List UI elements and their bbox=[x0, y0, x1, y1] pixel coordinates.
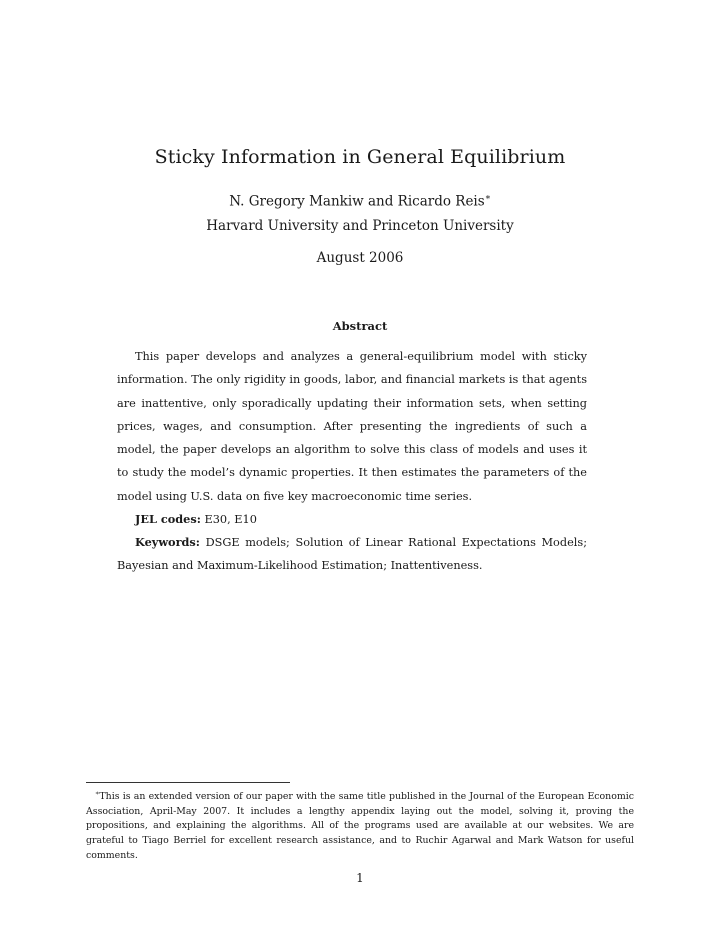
authors bbox=[0, 193, 720, 210]
keywords bbox=[117, 531, 587, 578]
affiliation: Harvard University and Princeton University bbox=[206, 218, 514, 234]
abstract-body: This paper develops and analyzes a general-equilibrium model with sticky information. The only rigidity in goods, labor, and financial markets is that agents are inattentive, only sporadically updating their information sets, when setting prices, wages, and consumption. After presenting the ingredients of such a model, the paper develops an algorithm to solve this class of models and uses it to study the model’s dynamic properties. It then estimates the parameters of the model using U.S. data on five key macroeconomic time series. bbox=[117, 350, 587, 503]
paper-title: Sticky Information in General Equilibrium bbox=[154, 146, 566, 168]
keywords-value: DSGE models; Solution of Linear Rational Expectations Models; Bayesian and Maximum-Likelihood Estimation; Inattentiveness. bbox=[117, 536, 587, 573]
author-footnote-mark: ∗ bbox=[484, 193, 491, 203]
footnote bbox=[86, 786, 634, 863]
footnote-mark: ∗ bbox=[95, 789, 100, 797]
author-names: N. Gregory Mankiw and Ricardo Reis bbox=[229, 193, 485, 210]
jel-codes-value: E30, E10 bbox=[204, 513, 257, 526]
page-number: 1 bbox=[356, 871, 364, 885]
jel-codes bbox=[117, 508, 587, 531]
footnote-text: This is an extended version of our paper with the same title published in the Journal of the European Economic Association, April-May 2007. It includes a lengthy appendix laying out the model, solving it, proving the propositions, and explaining the algorithms. All of the programs used are available at our websites. We are grateful to Tiago Berriel for excellent research assistance, and to Ruchir Agarwal and Mark Watson for useful comments. bbox=[86, 791, 634, 861]
keywords-label: Keywords: bbox=[135, 535, 200, 549]
abstract-heading: Abstract bbox=[332, 319, 388, 333]
footnote-rule bbox=[86, 782, 290, 783]
jel-codes-label: JEL codes: bbox=[135, 512, 201, 526]
publication-date: August 2006 bbox=[316, 250, 404, 266]
